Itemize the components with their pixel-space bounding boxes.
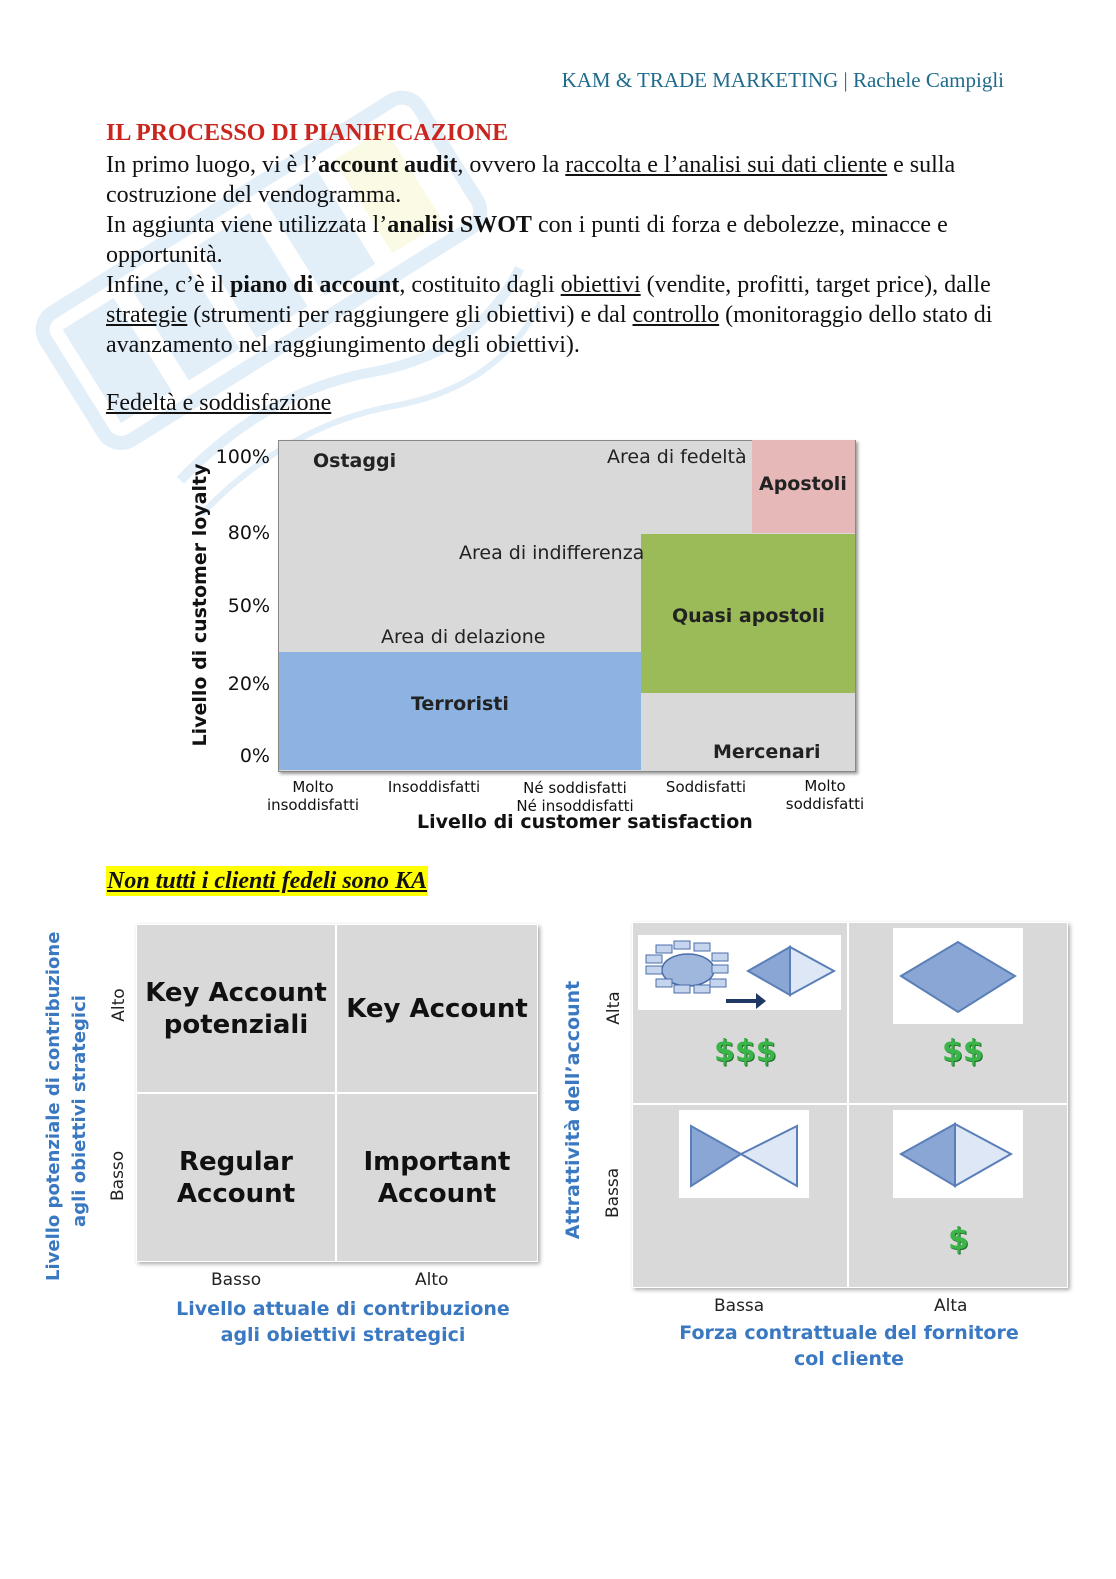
label-area-fedelta: Area di fedeltà: [607, 446, 747, 468]
y-axis-title: Livello di customer loyalty: [189, 463, 211, 747]
ka-y-axis-title: Livello potenziale di contribuzione agli obiettivi strategici: [43, 931, 90, 1281]
account-col-bassa: Bassa: [714, 1296, 765, 1316]
label-mercenari: Mercenari: [713, 741, 821, 763]
icon-box-bowtie: [679, 1110, 809, 1198]
ytick-80: 80%: [227, 522, 270, 544]
ka-row-basso: Basso: [108, 1150, 128, 1201]
ytick-0: 0%: [239, 745, 270, 767]
section-body: [106, 150, 1016, 360]
cell-regular-account: Regular Account: [137, 1094, 335, 1261]
label-area-indifferenza: Area di indifferenza: [459, 542, 645, 564]
ka-col-alto: Alto: [415, 1270, 449, 1290]
dollar-bottom-right: $: [948, 1222, 969, 1257]
label-quasi-apostoli: Quasi apostoli: [672, 605, 825, 627]
xcat-soddisfatti: Soddisfatti: [665, 778, 747, 796]
diamond-icon: [893, 928, 1023, 1024]
account-row-bassa: Bassa: [603, 1167, 623, 1218]
ka-x-axis-title: Livello attuale di contribuzione agli obiettivi strategici: [176, 1298, 510, 1346]
account-y-axis-title: Attrattività dell’account: [562, 980, 584, 1240]
xcat-insoddisfatti: Insoddisfatti: [387, 778, 481, 796]
paragraph-swot: In aggiunta viene utilizzata l’analisi SWOT con i punti di forza e debolezze, minacce e opportunità.: [106, 212, 948, 268]
section-title: IL PROCESSO DI PIANIFICAZIONE: [106, 120, 509, 146]
ka-row-alto: Alto: [109, 988, 129, 1022]
label-ostaggi: Ostaggi: [313, 450, 397, 472]
label-apostoli: Apostoli: [759, 473, 847, 495]
xcat-molto-soddisfatti: Molto soddisfatti: [785, 777, 865, 813]
paragraph-piano-account: Infine, c’è il piano di account, costituito dagli obiettivi (vendite, profitti, target price), dalle strategie (strumenti per raggiungere gli obiettivi) e dal controllo (monitoraggio dello stato di avanzamento nel raggiungimento degli obiettivi).: [106, 272, 993, 358]
bowtie-icon: [679, 1110, 809, 1198]
account-x-axis-title: Forza contrattuale del fornitore col cliente: [679, 1322, 1019, 1370]
ytick-100: 100%: [215, 446, 270, 468]
paragraph-account-audit: In primo luogo, vi è l’account audit, ovvero la raccolta e l’analisi sui dati cliente e sulla costruzione del vendogramma.: [106, 152, 956, 208]
icon-box-diamond: [893, 928, 1023, 1024]
account-col-alta: Alta: [934, 1296, 968, 1316]
label-terroristi: Terroristi: [411, 693, 509, 715]
icon-box-half-diamond: [893, 1110, 1023, 1198]
xcat-neutri: Né soddisfatti Né insoddisfatti: [516, 779, 634, 815]
highlight-non-tutti-ka: Non tutti i clienti fedeli sono KA: [107, 868, 428, 894]
label-area-delazione: Area di delazione: [381, 626, 546, 648]
ytick-20: 20%: [227, 673, 270, 695]
subtitle-fedelta: Fedeltà e soddisfazione: [106, 390, 332, 416]
ytick-50: 50%: [227, 595, 270, 617]
page-header: KAM & TRADE MARKETING | Rachele Campigli: [561, 68, 1004, 92]
half-diamond-icon: [893, 1110, 1023, 1198]
cell-key-account: Key Account: [337, 925, 537, 1092]
x-axis-title: Livello di customer satisfaction: [417, 811, 753, 833]
account-row-alta: Alta: [604, 991, 624, 1025]
dollar-top-right: $$: [942, 1034, 984, 1069]
icon-box-cluster-to-diamond: [638, 935, 841, 1010]
ka-col-basso: Basso: [211, 1270, 262, 1290]
xcat-molto-insoddisfatti: Molto insoddisfatti: [266, 778, 360, 814]
cell-key-account-potenziali: Key Account potenziali: [137, 925, 335, 1092]
dollar-top-left: $$$: [714, 1034, 777, 1069]
cell-important-account: Important Account: [337, 1094, 537, 1261]
cluster-to-diamond-icon: [638, 935, 841, 1010]
